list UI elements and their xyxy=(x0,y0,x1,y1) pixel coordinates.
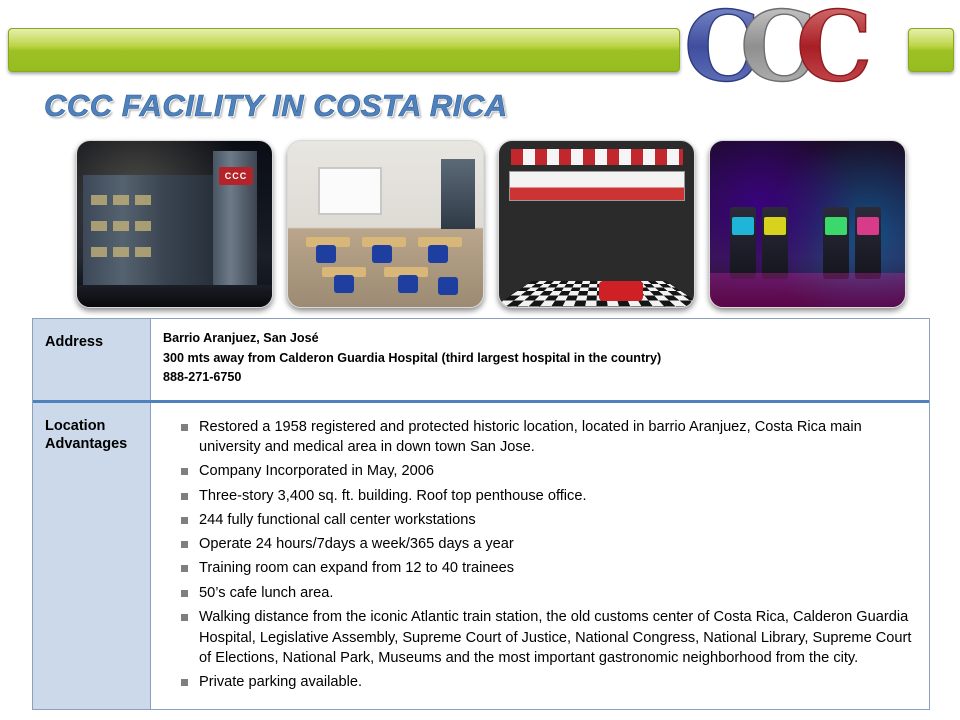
banner-highlight-right xyxy=(909,29,953,47)
floor-neon-glow xyxy=(710,273,905,307)
doorway xyxy=(441,159,475,229)
list-item: Operate 24 hours/7days a week/365 days a year xyxy=(181,534,917,555)
photo-training-classroom xyxy=(287,140,484,308)
red-booth xyxy=(599,281,643,301)
list-item: 244 fully functional call center workstations xyxy=(181,510,917,531)
list-item: Training room can expand from 12 to 40 trainees xyxy=(181,558,917,579)
whiteboard xyxy=(318,167,382,215)
svg-text:C: C xyxy=(796,4,873,94)
list-item: 50’s cafe lunch area. xyxy=(181,583,917,604)
page-title: CCC FACILITY IN COSTA RICA xyxy=(44,88,508,123)
street xyxy=(77,285,272,307)
list-item: Company Incorporated in May, 2006 xyxy=(181,461,917,482)
address-label: Address xyxy=(33,319,151,400)
banner-bar-right xyxy=(908,28,954,72)
banner-bar-left xyxy=(8,28,680,72)
building-sign: CCC xyxy=(219,167,253,185)
checkerboard-floor xyxy=(498,281,695,308)
address-phone: 888-271-6750 xyxy=(163,370,242,385)
address-line: 300 mts away from Calderon Guardia Hospital (third largest hospital in the country) xyxy=(163,350,662,365)
svg-text:C: C xyxy=(684,4,761,94)
ccc-logo-icon xyxy=(678,4,908,94)
photo-exterior-night-building xyxy=(76,140,273,308)
table-row-address xyxy=(33,319,929,403)
banner-highlight xyxy=(9,29,679,47)
list-item: Restored a 1958 registered and protected historic location, located in barrio Aranjuez, Costa Rica main university and medical area in down town San Jose. xyxy=(181,417,917,458)
photo-arcade-game-room xyxy=(709,140,906,308)
photo-cafeteria-checkerboard-floor xyxy=(498,140,695,308)
list-item: Three-story 3,400 sq. ft. building. Roof top penthouse office. xyxy=(181,486,917,507)
list-item: Walking distance from the iconic Atlantic train station, the old customs center of Costa Rica, Calderon Guardia Hospital, Legislative Assembly, Supreme Court of Justice, National Congress, National Library, Supreme Court of Elections, National Park, Museums and the most important gastronomic neighborhood from the city. xyxy=(181,607,917,669)
service-counter xyxy=(509,171,685,201)
photo-strip xyxy=(76,140,916,312)
wall-stripe xyxy=(511,149,683,165)
ccc-logo xyxy=(678,4,908,94)
address-line: Barrio Aranjuez, San José xyxy=(163,331,319,345)
svg-text:C: C xyxy=(740,4,817,94)
address-value xyxy=(151,319,929,400)
advantages-list xyxy=(163,417,917,694)
list-item: Private parking available. xyxy=(181,672,917,693)
table-row-location-advantages xyxy=(33,403,929,709)
location-advantages-value xyxy=(151,403,929,709)
facility-info-table xyxy=(32,318,930,710)
location-advantages-label: Location Advantages xyxy=(33,403,151,709)
